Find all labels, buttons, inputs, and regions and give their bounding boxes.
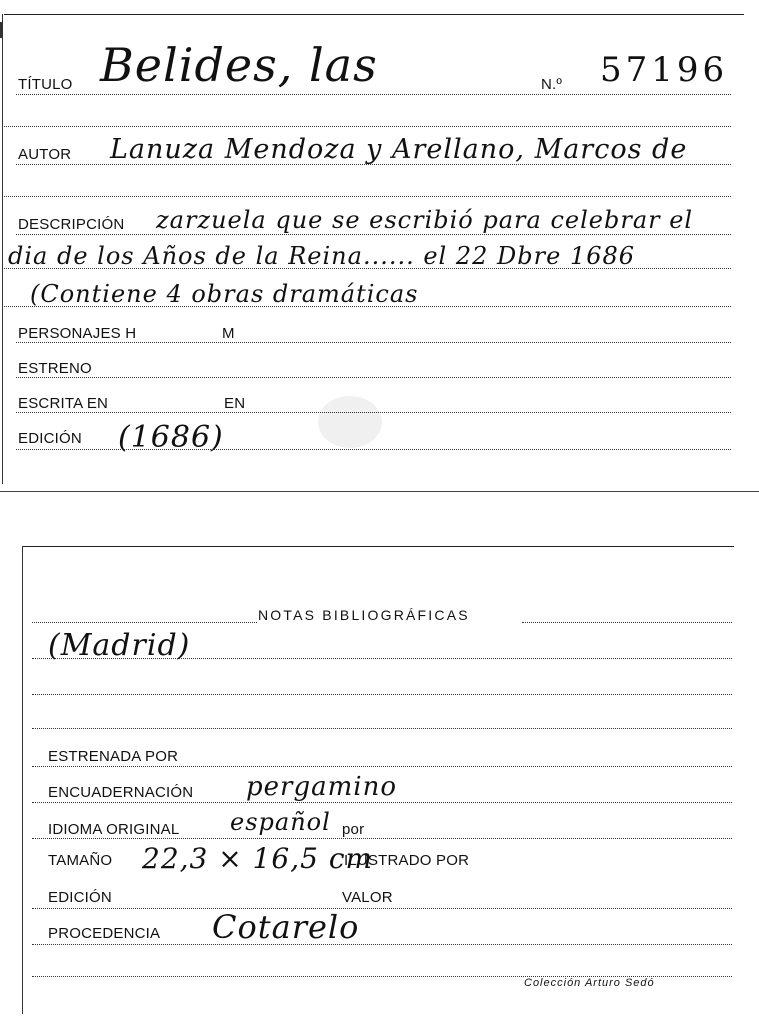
- procedencia-line: [32, 944, 732, 945]
- estrenada-label: ESTRENADA POR: [48, 748, 179, 765]
- notas-line-right: [522, 622, 732, 623]
- card-bottom-border: [0, 491, 759, 492]
- notas-line-left: [32, 622, 257, 623]
- descripcion-line: [16, 234, 731, 235]
- encuadernacion-value: pergamino: [246, 772, 397, 802]
- autor-label: AUTOR: [18, 146, 72, 163]
- personajes-m-label: M: [222, 325, 235, 342]
- edicion-line: [16, 449, 731, 450]
- catalog-card-front: [0, 0, 759, 495]
- titulo-line: [16, 94, 731, 95]
- autor-line: [16, 164, 731, 165]
- escrita-en-label: EN: [224, 395, 246, 412]
- paper-smudge: [318, 396, 382, 448]
- personajes-line: [16, 342, 731, 343]
- idioma-value: español: [230, 808, 331, 836]
- descripcion-line: [4, 306, 731, 307]
- personajes-label: PERSONAJES H: [18, 325, 137, 342]
- estreno-label: ESTRENO: [18, 360, 92, 377]
- blank-line: [4, 126, 731, 127]
- ilustrado-label: ILUSTRADO POR: [344, 852, 470, 869]
- card-edge-mark: [0, 22, 3, 38]
- procedencia-value: Cotarelo: [212, 908, 360, 946]
- escrita-label: ESCRITA EN: [18, 395, 109, 412]
- blank-line: [4, 196, 731, 197]
- notas-line: [32, 728, 732, 729]
- notas-line: [32, 658, 732, 659]
- descripcion-line-2: dia de los Años de la Reina...... el 22 Dbre 1686: [8, 242, 636, 270]
- numero-label: N.º: [541, 76, 563, 93]
- valor-label: VALOR: [342, 889, 393, 906]
- tamano-label: TAMAÑO: [48, 852, 113, 869]
- descripcion-line: [4, 268, 731, 269]
- numero-value: 57196: [600, 50, 729, 90]
- descripcion-line-1: zarzuela que se escribió para celebrar el: [156, 206, 694, 234]
- edicion-line: [32, 908, 732, 909]
- titulo-label: TÍTULO: [18, 76, 73, 93]
- card-left-border: [22, 546, 23, 1014]
- descripcion-line-3: (Contiene 4 obras dramáticas: [30, 280, 419, 308]
- notas-line: [32, 694, 732, 695]
- descripcion-label: DESCRIPCIÓN: [18, 216, 125, 233]
- edicion-value: (1686): [118, 420, 224, 455]
- idioma-line: [32, 838, 732, 839]
- notas-value: (Madrid): [48, 628, 191, 663]
- edicion-label-2: EDICIÓN: [48, 889, 112, 906]
- tamano-value: 22,3 × 16,5 cm: [142, 842, 374, 875]
- estreno-line: [16, 377, 731, 378]
- notas-label: NOTAS BIBLIOGRÁFICAS: [258, 607, 470, 623]
- collection-footer: Colección Arturo Sedó: [524, 977, 655, 989]
- autor-value: Lanuza Mendoza y Arellano, Marcos de: [110, 134, 688, 165]
- estrenada-line: [32, 766, 732, 767]
- card-left-border: [2, 14, 3, 484]
- card-top-border: [22, 546, 734, 547]
- card-top-border: [4, 14, 744, 15]
- titulo-value: Belides, las: [100, 38, 378, 92]
- encuadernacion-line: [32, 802, 732, 803]
- edicion-label: EDICIÓN: [18, 430, 82, 447]
- catalog-card-back: [0, 540, 759, 1028]
- idioma-label: IDIOMA ORIGINAL: [48, 821, 180, 838]
- encuadernacion-label: ENCUADERNACIÓN: [48, 784, 194, 801]
- idioma-por-label: por: [342, 821, 365, 838]
- procedencia-label: PROCEDENCIA: [48, 925, 161, 942]
